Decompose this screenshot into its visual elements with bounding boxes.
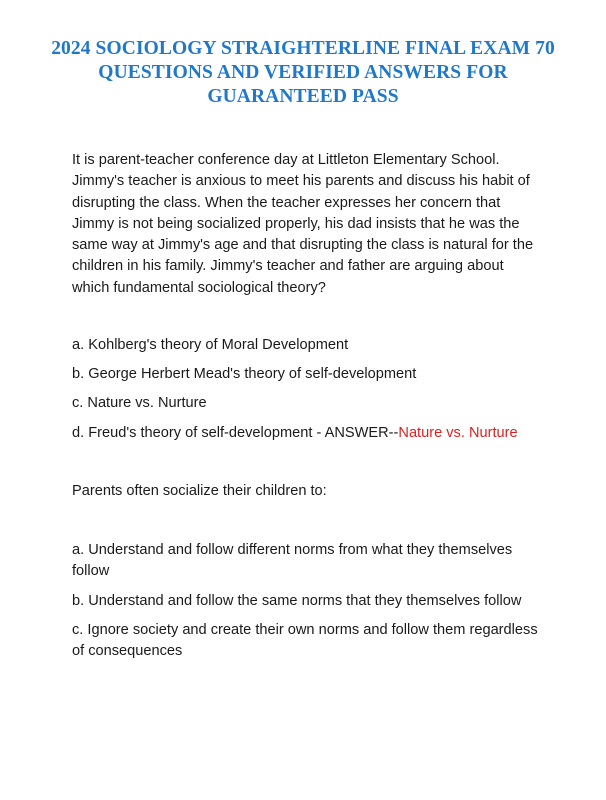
question-1-option-d-label: d. Freud's theory of self-development - ANSWER--	[72, 425, 399, 441]
question-1-option-d	[72, 423, 518, 444]
document-title: 2024 SOCIOLOGY STRAIGHTERLINE FINAL EXAM 70 QUESTIONS AND VERIFIED ANSWERS FOR GUARANTEED PASS	[51, 38, 555, 107]
question-1-option-c: c. Nature vs. Nurture	[72, 395, 207, 411]
question-2-option-b: b. Understand and follow the same norms that they themselves follow	[72, 593, 522, 609]
question-1-option-a: a. Kohlberg's theory of Moral Development	[72, 337, 349, 353]
question-2-option-a: a. Understand and follow different norms from what they themselves follow	[72, 542, 513, 580]
question-2-option-c: c. Ignore society and create their own norms and follow them regardless of consequences	[72, 622, 538, 660]
question-2-text: Parents often socialize their children to:	[72, 483, 327, 499]
question-1-text: It is parent-teacher conference day at Littleton Elementary School. Jimmy's teacher is anxious to meet his parents and discuss his habit of disrupting the class. When the teacher expresses her concern that Jimmy is not being socialized properly, his dad insists that he was the same way at Jimmy's age and that disrupting the class is natural for the children in his family. Jimmy's teacher and father are arguing about which fundamental sociological theory?	[72, 152, 534, 296]
question-1-answer: Nature vs. Nurture	[398, 425, 518, 441]
question-1-option-b: b. George Herbert Mead's theory of self-development	[72, 366, 417, 382]
